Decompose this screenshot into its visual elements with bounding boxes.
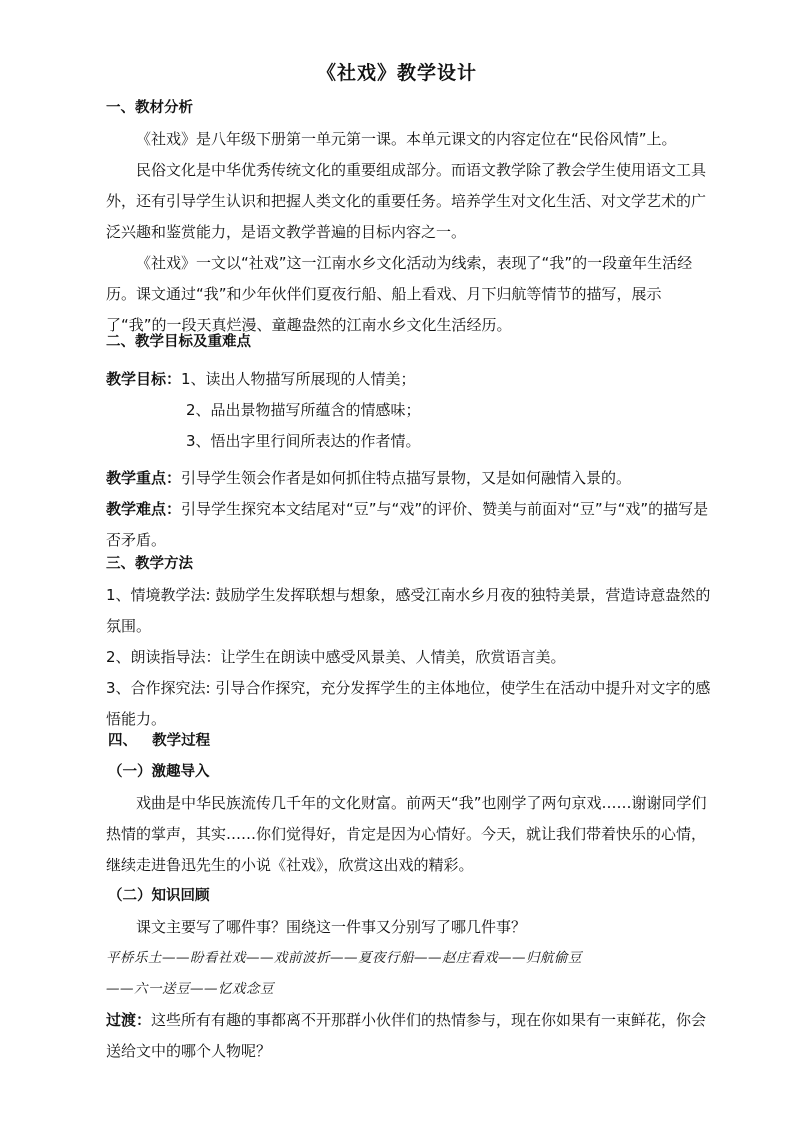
goal-label: 教学目标： [106,370,182,388]
section-materials [106,93,718,341]
key-text: 引导学生领会作者是如何抓住特点描写景物，又是如何融情入景的。 [181,469,632,487]
transition-text: 这些所有有趣的事都离不开那群小伙伴们的热情参与，现在你如果有一束鲜花，你会送给文中的哪个人物呢？ [106,1011,707,1060]
subsection-heading: （二）知识回顾 [108,888,210,904]
goal-item: 1、读出人物描写所展现的人情美； [181,370,416,388]
transition-label: 过渡： [106,1011,152,1029]
section-heading: 三、教学方法 [106,556,193,572]
document-title: 《社戏》教学设计 [316,62,477,84]
section-heading: 二、教学目标及重难点 [106,334,251,350]
goal-item: 2、品出景物描写所蕴含的情感味； [186,401,421,419]
method-item: 1、情境教学法: 鼓励学生发挥联想与想象，感受江南水乡月夜的独特美景，营造诗意盎然的氛围。 [106,586,711,635]
section-goals [106,327,718,556]
paragraph: 《社戏》一文以“社戏”这一江南水乡文化活动为线索，表现了“我”的一段童年生活经历。课文通过“我”和少年伙伴们夏夜行船、船上看戏、月下归航等情节的描写，展示了“我”的一段天真烂漫、童趣盎然的江南水乡文化生活经历。 [106,254,693,334]
difficulty-label: 教学难点： [106,500,182,518]
difficult-point [106,494,718,556]
paragraph: 戏曲是中华民族流传几千年的文化财富。前两天“我”也刚学了两句京戏……谢谢同学们热情的掌声，其实……你们觉得好，肯定是因为心情好。今天，就让我们带着快乐的心情，继续走进鲁迅先生的小说《社戏》，欣赏这出戏的精彩。 [106,794,707,874]
section-heading: 一、教材分析 [106,100,193,116]
section-heading: 四、 教学过程 [108,733,211,749]
difficulty-text: 引导学生探究本文结尾对“豆”与“戏”的评价、赞美与前面对“豆”与“戏”的描写是否矛盾。 [106,500,709,549]
event-sequence: ——六一送豆——忆戏念豆 [106,981,274,997]
goal-item: 3、悟出字里行间所表达的作者情。 [186,432,421,450]
method-item: 3、合作探究法: 引导合作探究，充分发挥学生的主体地位，使学生在活动中提升对文字的感悟能力。 [106,679,711,728]
method-item: 2、朗读指导法：让学生在朗读中感受风景美、人情美，欣赏语言美。 [106,648,566,666]
key-point [106,463,718,494]
paragraph: 《社戏》是八年级下册第一单元第一课。本单元课文的内容定位在“民俗风情”上。 [136,130,677,148]
section-process [106,726,718,1067]
event-sequence: 平桥乐土——盼看社戏——戏前波折——夏夜行船——赵庄看戏——归航偷豆 [106,950,582,966]
question: 课文主要写了哪件事？围绕这一件事又分别写了哪几件事？ [136,918,527,936]
section-methods [106,549,718,735]
paragraph: 民俗文化是中华优秀传统文化的重要组成部分。而语文教学除了教会学生使用语文工具外，还有引导学生认识和把握人类文化的重要任务。培养学生对文化生活、对文学艺术的广泛兴趣和鉴赏能力，是语文教学普遍的目标内容之一。 [106,161,707,241]
key-label: 教学重点： [106,469,182,487]
subsection-heading: （一）激趣导入 [108,764,210,780]
transition [106,1005,718,1067]
goal-row [106,364,718,395]
